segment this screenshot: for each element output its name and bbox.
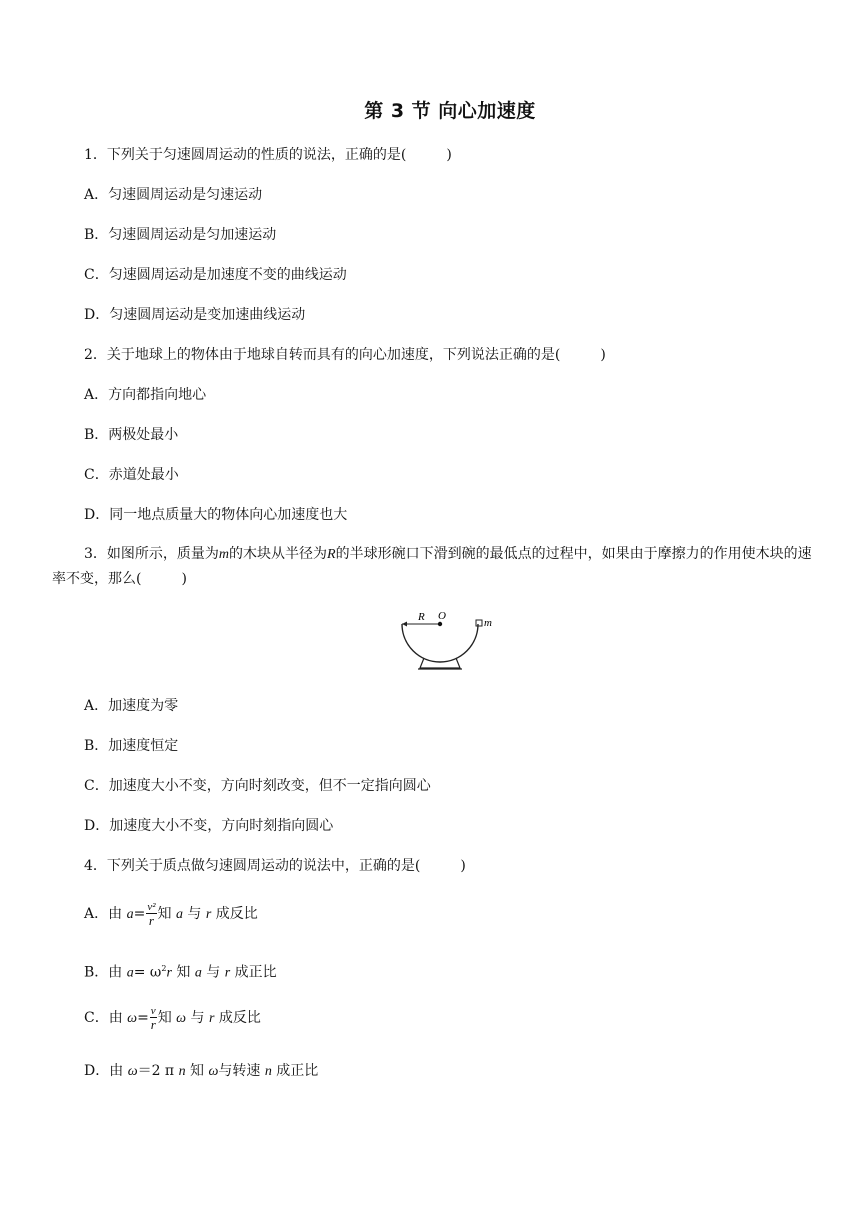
fraction-v2-over-r: $\frac{\text{v²}}{r}$ [147,900,156,928]
q1-option-b: B．匀速圆周运动是匀加速运动 [84,227,277,243]
label-O: O [438,610,446,622]
block-m [476,620,482,626]
q3-option-d: D．加速度大小不变，方向时刻指向圆心 [84,818,334,834]
q1-option-a: A．匀速圆周运动是匀速运动 [84,187,263,203]
q3-option-b: B．加速度恒定 [84,738,179,754]
q4-option-a: A．由 a= $\frac{\text{v²}}{r}$ 知 a 与 r 成反比 [84,900,258,928]
q2-option-a: A．方向都指向地心 [84,387,207,403]
label-m: m [484,617,492,629]
q4-option-c: C．由 ω= $\frac{v}{r}$ 知 ω 与 r 成反比 [84,1004,261,1032]
q2-option-d: D．同一地点质量大的物体向心加速度也大 [84,507,348,523]
question-1-stem: 1．下列关于匀速圆周运动的性质的说法，正确的是( ) [84,147,452,163]
q2-option-b: B．两极处最小 [84,427,179,443]
q1-option-d: D．匀速圆周运动是变加速曲线运动 [84,307,306,323]
q1-option-c: C．匀速圆周运动是加速度不变的曲线运动 [84,267,347,283]
question-2-stem: 2．关于地球上的物体由于地球自转而具有的向心加速度，下列说法正确的是( ) [84,347,606,363]
q3-option-c: C．加速度大小不变，方向时刻改变，但不一定指向圆心 [84,778,431,794]
fraction-v-over-r: $\frac{v}{r}$ [150,1004,156,1032]
bowl-outline [402,624,478,662]
q4-option-b: B．由 $a= \omega^2r$ 知 a 与 r 成正比 [84,964,277,981]
q4-option-d: D．由 ω＝2 π n 知 ω与转速 n 成正比 [84,1063,319,1079]
page-title: 第 3 节 向心加速度 [364,100,536,122]
hemispherical-bowl-figure [396,610,506,674]
label-R: R [418,611,425,623]
question-4-stem: 4．下列关于质点做匀速圆周运动的说法中，正确的是( ) [84,858,466,874]
q3-option-a: A．加速度为零 [84,698,179,714]
radius-arrow [402,622,407,627]
question-3-stem: 3．如图所示，质量为m的木块从半径为R的半球形碗口下滑到碗的最低点的过程中，如果由于摩擦力的作用使木块的速率不变，那么( ) [52,546,812,587]
q2-option-c: C．赤道处最小 [84,467,179,483]
center-point [438,622,442,626]
